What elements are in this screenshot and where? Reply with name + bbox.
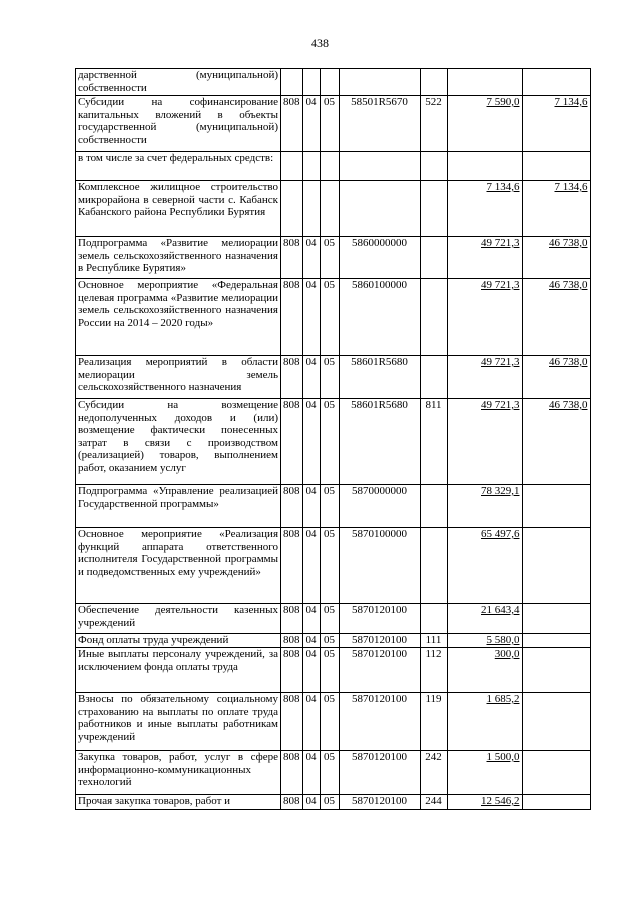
- table-row: [76, 152, 591, 181]
- row-ministry-code: 808: [281, 693, 303, 751]
- row-amount-1: 49 721,3: [447, 279, 522, 356]
- row-subsection: 05: [320, 528, 339, 604]
- row-ministry-code: 808: [281, 648, 303, 693]
- row-ministry-code: 808: [281, 795, 303, 810]
- row-section: 04: [302, 399, 320, 485]
- row-subsection: 05: [320, 634, 339, 648]
- row-expense-type: [420, 237, 447, 279]
- row-ministry-code: [281, 152, 303, 181]
- row-target-code: 5870100000: [339, 528, 420, 604]
- row-subsection: 05: [320, 485, 339, 528]
- row-target-code: 58601R5680: [339, 356, 420, 399]
- row-amount-1: 7 134,6: [447, 181, 522, 237]
- table-row: [76, 751, 591, 795]
- row-amount-2: [522, 485, 590, 528]
- row-amount-2: [522, 528, 590, 604]
- row-subsection: 05: [320, 279, 339, 356]
- row-target-code: [339, 181, 420, 237]
- row-amount-2: [522, 152, 590, 181]
- row-subsection: 05: [320, 237, 339, 279]
- row-ministry-code: 808: [281, 237, 303, 279]
- row-ministry-code: 808: [281, 751, 303, 795]
- row-section: 04: [302, 485, 320, 528]
- row-ministry-code: 808: [281, 634, 303, 648]
- row-target-code: 5860000000: [339, 237, 420, 279]
- table-row: [76, 237, 591, 279]
- row-expense-type: [420, 279, 447, 356]
- row-amount-1: 7 590,0: [447, 96, 522, 152]
- table-row: [76, 634, 591, 648]
- row-section: [302, 152, 320, 181]
- row-target-code: 5870120100: [339, 604, 420, 634]
- row-name: Фонд оплаты труда учреждений: [76, 634, 281, 648]
- row-section: 04: [302, 237, 320, 279]
- row-subsection: 05: [320, 648, 339, 693]
- row-expense-type: [420, 604, 447, 634]
- row-subsection: [320, 69, 339, 96]
- row-section: [302, 69, 320, 96]
- row-name: Комплексное жилищное строительство микрорайона в северной части с. Кабанск Кабанского района Республики Бурятия: [76, 181, 281, 237]
- row-expense-type: [420, 152, 447, 181]
- row-amount-1: 1 685,2: [447, 693, 522, 751]
- row-ministry-code: 808: [281, 356, 303, 399]
- row-target-code: 5870120100: [339, 795, 420, 810]
- row-expense-type: 119: [420, 693, 447, 751]
- row-subsection: 05: [320, 795, 339, 810]
- row-amount-2: [522, 648, 590, 693]
- row-amount-1: 21 643,4: [447, 604, 522, 634]
- row-ministry-code: 808: [281, 528, 303, 604]
- row-subsection: [320, 152, 339, 181]
- row-amount-2: [522, 604, 590, 634]
- row-amount-2: [522, 751, 590, 795]
- row-expense-type: [420, 356, 447, 399]
- row-amount-1: 12 546,2: [447, 795, 522, 810]
- row-section: 04: [302, 751, 320, 795]
- table-row: [76, 528, 591, 604]
- row-subsection: 05: [320, 399, 339, 485]
- row-name: Основное мероприятие «Реализация функций аппарата ответственного исполнителя Государственной программы и подведомственных ему учреждений»: [76, 528, 281, 604]
- table-row: [76, 795, 591, 810]
- row-name: Основное мероприятие «Федеральная целевая программа «Развитие мелиорации земель сельскохозяйственного назначения России на 2014 – 2020 годы»: [76, 279, 281, 356]
- row-ministry-code: 808: [281, 604, 303, 634]
- row-amount-2: 7 134,6: [522, 181, 590, 237]
- row-amount-1: [447, 152, 522, 181]
- row-name: Субсидии на софинансирование капитальных вложений в объекты государственной (муниципальной) собственности: [76, 96, 281, 152]
- row-expense-type: 112: [420, 648, 447, 693]
- row-target-code: 5870120100: [339, 648, 420, 693]
- row-amount-2: [522, 634, 590, 648]
- row-expense-type: [420, 69, 447, 96]
- row-name: Субсидии на возмещение недополученных доходов и (или) возмещение фактически понесенных затрат в связи с производством (реализацией) товаров, выполнением работ, оказанием услуг: [76, 399, 281, 485]
- row-target-code: 5870120100: [339, 751, 420, 795]
- row-amount-1: 65 497,6: [447, 528, 522, 604]
- page-number: 438: [311, 36, 329, 50]
- row-amount-1: 49 721,3: [447, 237, 522, 279]
- row-name: Прочая закупка товаров, работ и: [76, 795, 281, 810]
- row-expense-type: [420, 181, 447, 237]
- row-expense-type: 242: [420, 751, 447, 795]
- row-section: 04: [302, 528, 320, 604]
- row-section: 04: [302, 795, 320, 810]
- row-section: 04: [302, 604, 320, 634]
- row-amount-1: 49 721,3: [447, 356, 522, 399]
- row-section: 04: [302, 356, 320, 399]
- row-name: в том числе за счет федеральных средств:: [76, 152, 281, 181]
- row-target-code: 5870120100: [339, 634, 420, 648]
- row-amount-1: [447, 69, 522, 96]
- row-expense-type: 522: [420, 96, 447, 152]
- row-section: 04: [302, 648, 320, 693]
- row-target-code: 5870120100: [339, 693, 420, 751]
- row-ministry-code: 808: [281, 279, 303, 356]
- row-subsection: 05: [320, 356, 339, 399]
- row-name: Иные выплаты персоналу учреждений, за исключением фонда оплаты труда: [76, 648, 281, 693]
- row-expense-type: 244: [420, 795, 447, 810]
- row-section: 04: [302, 693, 320, 751]
- row-amount-1: 1 500,0: [447, 751, 522, 795]
- row-ministry-code: 808: [281, 485, 303, 528]
- row-name: Реализация мероприятий в области мелиорации земель сельскохозяйственного назначения: [76, 356, 281, 399]
- row-name: Взносы по обязательному социальному страхованию на выплаты по оплате труда работников и иные выплаты работникам учреждений: [76, 693, 281, 751]
- row-amount-2: 46 738,0: [522, 356, 590, 399]
- row-expense-type: 111: [420, 634, 447, 648]
- row-subsection: [320, 181, 339, 237]
- row-amount-2: [522, 795, 590, 810]
- row-amount-1: 49 721,3: [447, 399, 522, 485]
- row-amount-2: [522, 69, 590, 96]
- row-name: Обеспечение деятельности казенных учреждений: [76, 604, 281, 634]
- row-name: Подпрограмма «Развитие мелиорации земель сельскохозяйственного назначения в Республике Бурятия»: [76, 237, 281, 279]
- row-section: 04: [302, 634, 320, 648]
- table-row: [76, 693, 591, 751]
- row-amount-2: 46 738,0: [522, 399, 590, 485]
- table-row: [76, 485, 591, 528]
- table-row: [76, 604, 591, 634]
- row-subsection: 05: [320, 693, 339, 751]
- table-row: [76, 356, 591, 399]
- table-row: [76, 181, 591, 237]
- row-amount-1: 78 329,1: [447, 485, 522, 528]
- row-target-code: [339, 152, 420, 181]
- row-expense-type: 811: [420, 399, 447, 485]
- table-row: [76, 399, 591, 485]
- row-ministry-code: [281, 69, 303, 96]
- row-subsection: 05: [320, 96, 339, 152]
- row-amount-2: 7 134,6: [522, 96, 590, 152]
- row-subsection: 05: [320, 751, 339, 795]
- row-expense-type: [420, 485, 447, 528]
- row-target-code: 58501R5670: [339, 96, 420, 152]
- row-name: Подпрограмма «Управление реализацией Государственной программы»: [76, 485, 281, 528]
- row-name: Закупка товаров, работ, услуг в сфере информационно-коммуникационных технологий: [76, 751, 281, 795]
- row-ministry-code: 808: [281, 399, 303, 485]
- row-section: [302, 181, 320, 237]
- row-section: 04: [302, 279, 320, 356]
- row-ministry-code: [281, 181, 303, 237]
- row-target-code: 5870000000: [339, 485, 420, 528]
- row-section: 04: [302, 96, 320, 152]
- table-row: [76, 96, 591, 152]
- row-target-code: 58601R5680: [339, 399, 420, 485]
- row-amount-1: 5 580,0: [447, 634, 522, 648]
- budget-table: [75, 68, 591, 810]
- row-amount-2: [522, 693, 590, 751]
- row-amount-2: 46 738,0: [522, 279, 590, 356]
- row-target-code: 5860100000: [339, 279, 420, 356]
- row-target-code: [339, 69, 420, 96]
- row-amount-1: 300,0: [447, 648, 522, 693]
- row-name: дарственной (муниципальной) собственности: [76, 69, 281, 96]
- table-row: [76, 69, 591, 96]
- row-expense-type: [420, 528, 447, 604]
- table-row: [76, 279, 591, 356]
- row-subsection: 05: [320, 604, 339, 634]
- row-ministry-code: 808: [281, 96, 303, 152]
- row-amount-2: 46 738,0: [522, 237, 590, 279]
- table-row: [76, 648, 591, 693]
